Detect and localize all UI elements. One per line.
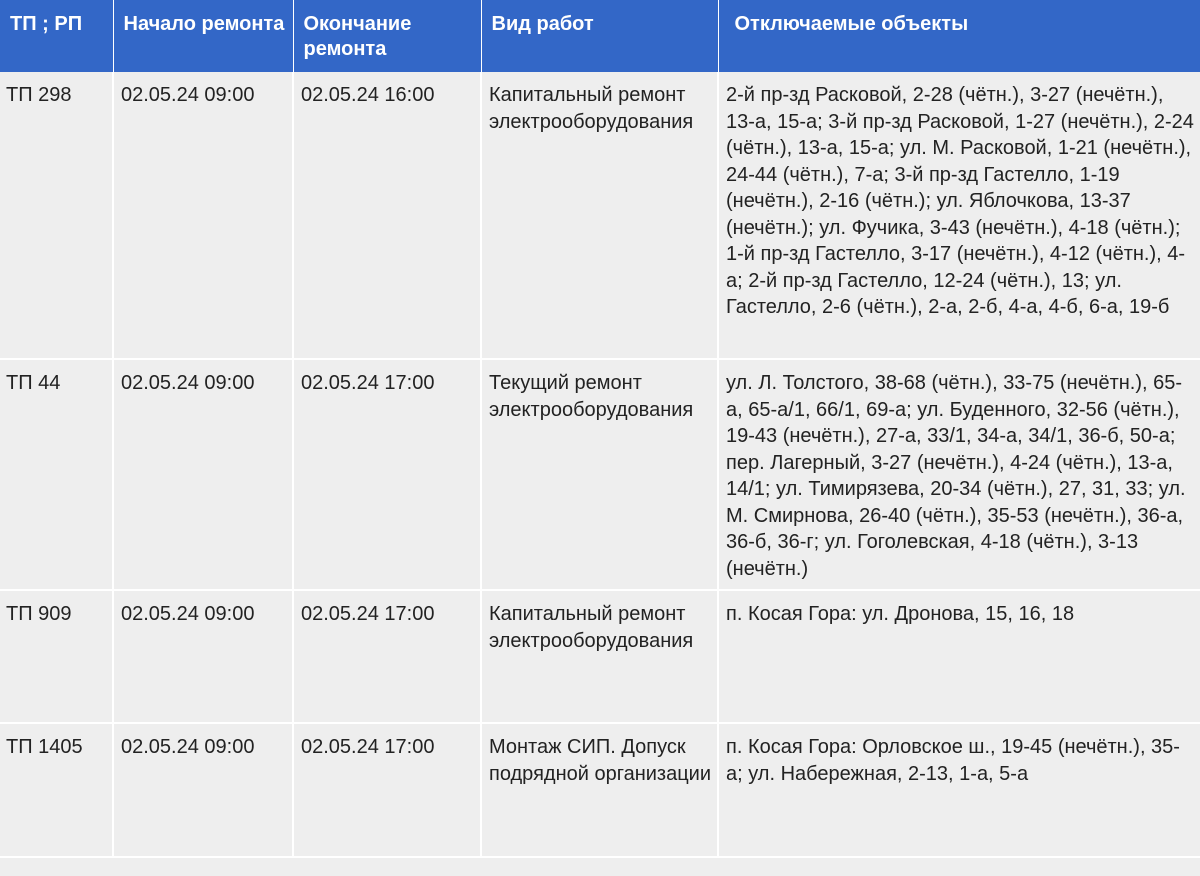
- cell-objects: ул. Л. Толстого, 38-68 (чётн.), 33-75 (нечётн.), 65-а, 65-а/1, 66/1, 69-а; ул. Буденного, 32-56 (чётн.), 19-43 (нечётн.), 27-а, 33/1, 34-а, 34/1, 36-б, 50-а; пер. Лагерный, 3-27 (нечётн.), 4-24 (чётн.), 13-а, 14/1; ул. Тимирязева, 20-34 (чётн.), 27, 31, 33; ул. М. Смирнова, 26-40 (чётн.), 35-53 (нечётн.), 36-а, 36-б, 36-г; ул. Гоголевская, 4-18 (чётн.), 3-13 (нечётн.): [718, 359, 1200, 590]
- cell-work: Капитальный ремонт электрооборудования: [481, 72, 718, 359]
- cell-objects: 2-й пр-зд Расковой, 2-28 (чётн.), 3-27 (нечётн.), 13-а, 15-а; 3-й пр-зд Расковой, 1-27 (нечётн.), 2-24 (чётн.), 13-а, 15-а; ул. М. Расковой, 1-21 (нечётн.), 24-44 (чётн.), 7-а; 3-й пр-зд Гастелло, 1-19 (нечётн.), 2-16 (чётн.); ул. Яблочкова, 13-37 (нечётн.); ул. Фучика, 3-43 (нечётн.), 4-18 (чётн.); 1-й пр-зд Гастелло, 3-17 (нечётн.), 4-12 (чётн.), 4-а; 2-й пр-зд Гастелло, 12-24 (чётн.), 13; ул. Гастелло, 2-6 (чётн.), 2-а, 2-б, 4-а, 4-б, 6-а, 19-б: [718, 72, 1200, 359]
- cell-tp: ТП 298: [0, 72, 113, 359]
- cell-start: 02.05.24 09:00: [113, 590, 293, 723]
- cell-end: 02.05.24 17:00: [293, 359, 481, 590]
- cell-tp: ТП 1405: [0, 723, 113, 857]
- cell-work: Капитальный ремонт электрооборудования: [481, 590, 718, 723]
- cell-end: 02.05.24 17:00: [293, 723, 481, 857]
- cell-work: Монтаж СИП. Допуск подрядной организации: [481, 723, 718, 857]
- table-row: [0, 723, 1200, 857]
- cell-start: 02.05.24 09:00: [113, 723, 293, 857]
- cell-end: 02.05.24 17:00: [293, 590, 481, 723]
- header-start: Начало ремонта: [113, 0, 293, 72]
- table-row: [0, 72, 1200, 359]
- cell-work: Текущий ремонт электрооборудования: [481, 359, 718, 590]
- header-end: Окончание ремонта: [293, 0, 481, 72]
- table-row: [0, 590, 1200, 723]
- header-row: [0, 0, 1200, 72]
- header-tp: ТП ; РП: [0, 0, 113, 72]
- cell-tp: ТП 909: [0, 590, 113, 723]
- cell-objects: п. Косая Гора: ул. Дронова, 15, 16, 18: [718, 590, 1200, 723]
- cell-end: 02.05.24 16:00: [293, 72, 481, 359]
- cell-objects: п. Косая Гора: Орловское ш., 19-45 (нечётн.), 35-а; ул. Набережная, 2-13, 1-а, 5-а: [718, 723, 1200, 857]
- header-objects: Отключаемые объекты: [718, 0, 1200, 72]
- cell-start: 02.05.24 09:00: [113, 72, 293, 359]
- cell-start: 02.05.24 09:00: [113, 359, 293, 590]
- header-work: Вид работ: [481, 0, 718, 72]
- table-row: [0, 359, 1200, 590]
- cell-tp: ТП 44: [0, 359, 113, 590]
